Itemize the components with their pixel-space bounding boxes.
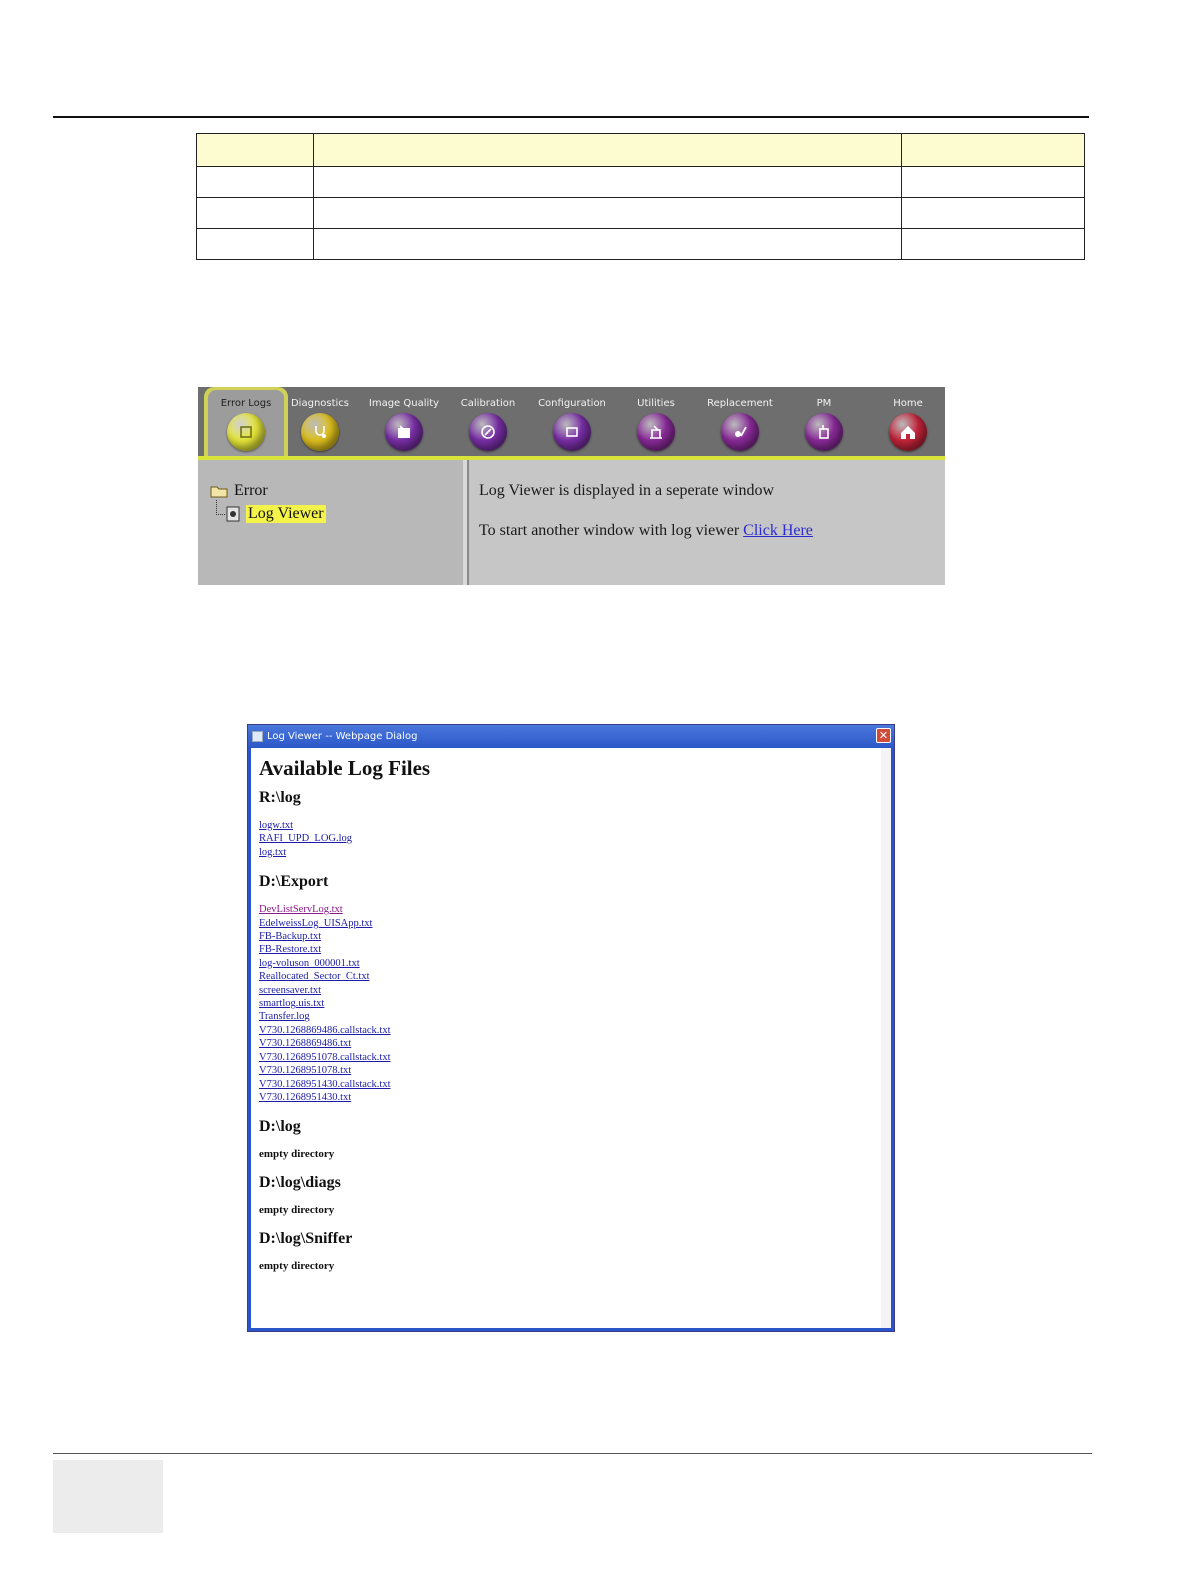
dialog-app-icon xyxy=(252,731,263,742)
close-icon[interactable]: ✕ xyxy=(876,728,891,743)
directory-heading: D:\Export xyxy=(259,873,329,891)
tree-connector xyxy=(216,500,225,515)
tree-root-label: Error xyxy=(234,482,268,499)
pm-icon xyxy=(805,413,843,451)
directory-heading: D:\log\Sniffer xyxy=(259,1230,353,1248)
tab-image-quality[interactable] xyxy=(362,387,446,457)
log-file-link[interactable]: FB-Restore.txt xyxy=(259,944,322,956)
footer-page-box xyxy=(53,1460,163,1533)
replacement-icon xyxy=(721,413,759,451)
log-file-link[interactable]: V730.1268951078.callstack.txt xyxy=(259,1051,391,1063)
log-viewer-message: Log Viewer is displayed in a seperate window xyxy=(479,482,775,499)
start-window-text xyxy=(479,522,813,540)
empty-directory-text: empty directory xyxy=(259,1260,335,1273)
tab-label: Replacement xyxy=(707,398,773,409)
document-table xyxy=(196,133,1085,260)
log-file-link[interactable]: log.txt xyxy=(259,846,287,858)
log-file-link[interactable]: screensaver.txt xyxy=(259,984,322,996)
tab-label: PM xyxy=(816,398,832,409)
content-panel xyxy=(467,460,945,585)
log-file-link[interactable]: RAFI_UPD_LOG.log xyxy=(259,833,353,845)
log-viewer-dialog xyxy=(247,724,895,1332)
tab-label: Error Logs xyxy=(220,398,272,409)
table-row xyxy=(197,167,1085,198)
service-ui-screenshot xyxy=(198,387,945,585)
log-file-link[interactable]: DevListServLog.txt xyxy=(259,904,343,916)
tab-label: Diagnostics xyxy=(290,398,350,409)
error-logs-icon xyxy=(227,413,265,451)
empty-directory-text: empty directory xyxy=(259,1204,335,1217)
tab-label: Home xyxy=(893,398,923,409)
dialog-content xyxy=(259,756,859,1286)
table-row xyxy=(197,198,1085,229)
utilities-icon xyxy=(637,413,675,451)
log-file-link[interactable]: Transfer.log xyxy=(259,1011,310,1023)
calibration-icon xyxy=(469,413,507,451)
dialog-title: Log Viewer -- Webpage Dialog xyxy=(267,730,418,742)
tab-error-logs[interactable] xyxy=(204,387,288,457)
dialog-titlebar[interactable] xyxy=(248,725,894,747)
log-file-link[interactable]: EdelweissLog_UISApp.txt xyxy=(259,917,373,929)
table-header-row xyxy=(197,134,1085,167)
log-file-link[interactable]: logw.txt xyxy=(259,820,294,831)
directory-heading: R:\log xyxy=(259,789,301,806)
tab-label: Image Quality xyxy=(368,398,440,409)
folder-icon xyxy=(210,484,228,498)
empty-directory-text: empty directory xyxy=(259,1148,335,1161)
directory-heading: D:\log xyxy=(259,1118,301,1136)
log-file-link[interactable]: FB-Backup.txt xyxy=(259,931,322,943)
log-file-link[interactable]: V730.1268951078.txt xyxy=(259,1065,352,1077)
document-icon xyxy=(226,506,240,522)
tab-replacement[interactable] xyxy=(698,387,782,457)
footer-rule xyxy=(53,1453,1092,1454)
tab-diagnostics[interactable] xyxy=(278,387,362,457)
table-row xyxy=(197,229,1085,260)
directory-heading: D:\log\diags xyxy=(259,1174,341,1192)
home-icon xyxy=(889,413,927,451)
tab-utilities[interactable] xyxy=(614,387,698,457)
log-file-link[interactable]: smartlog.uis.txt xyxy=(259,998,325,1010)
navigation-tree-panel xyxy=(198,460,467,585)
tab-pm[interactable] xyxy=(782,387,866,457)
image-quality-icon xyxy=(385,413,423,451)
tree-item-error[interactable] xyxy=(210,482,268,500)
tree-item-log-viewer[interactable] xyxy=(226,505,326,523)
tab-home[interactable] xyxy=(866,387,945,457)
tab-label: Utilities xyxy=(637,398,675,409)
tab-label: Calibration xyxy=(460,398,516,409)
log-file-link[interactable]: V730.1268869486.callstack.txt xyxy=(259,1024,391,1036)
log-file-link[interactable]: V730.1268951430.txt xyxy=(259,1091,352,1103)
service-tab-bar xyxy=(198,387,945,460)
header-rule xyxy=(53,116,1089,118)
log-file-link[interactable]: log-voluson_000001.txt xyxy=(259,957,360,969)
log-file-link[interactable]: V730.1268869486.txt xyxy=(259,1038,352,1050)
log-file-link[interactable]: Reallocated_Sector_Ct.txt xyxy=(259,971,370,983)
tree-child-label: Log Viewer xyxy=(248,505,324,522)
dialog-body xyxy=(251,748,891,1328)
start-window-prefix: To start another window with log viewer xyxy=(479,522,744,539)
tab-configuration[interactable] xyxy=(530,387,614,457)
page-title: Available Log Files xyxy=(259,756,431,780)
tab-label: Configuration xyxy=(538,398,606,409)
scrollbar[interactable] xyxy=(881,748,891,1328)
log-file-link[interactable]: V730.1268951430.callstack.txt xyxy=(259,1078,391,1090)
configuration-icon xyxy=(553,413,591,451)
click-here-link[interactable]: Click Here xyxy=(743,522,813,539)
stethoscope-icon xyxy=(301,413,339,451)
tab-calibration[interactable] xyxy=(446,387,530,457)
